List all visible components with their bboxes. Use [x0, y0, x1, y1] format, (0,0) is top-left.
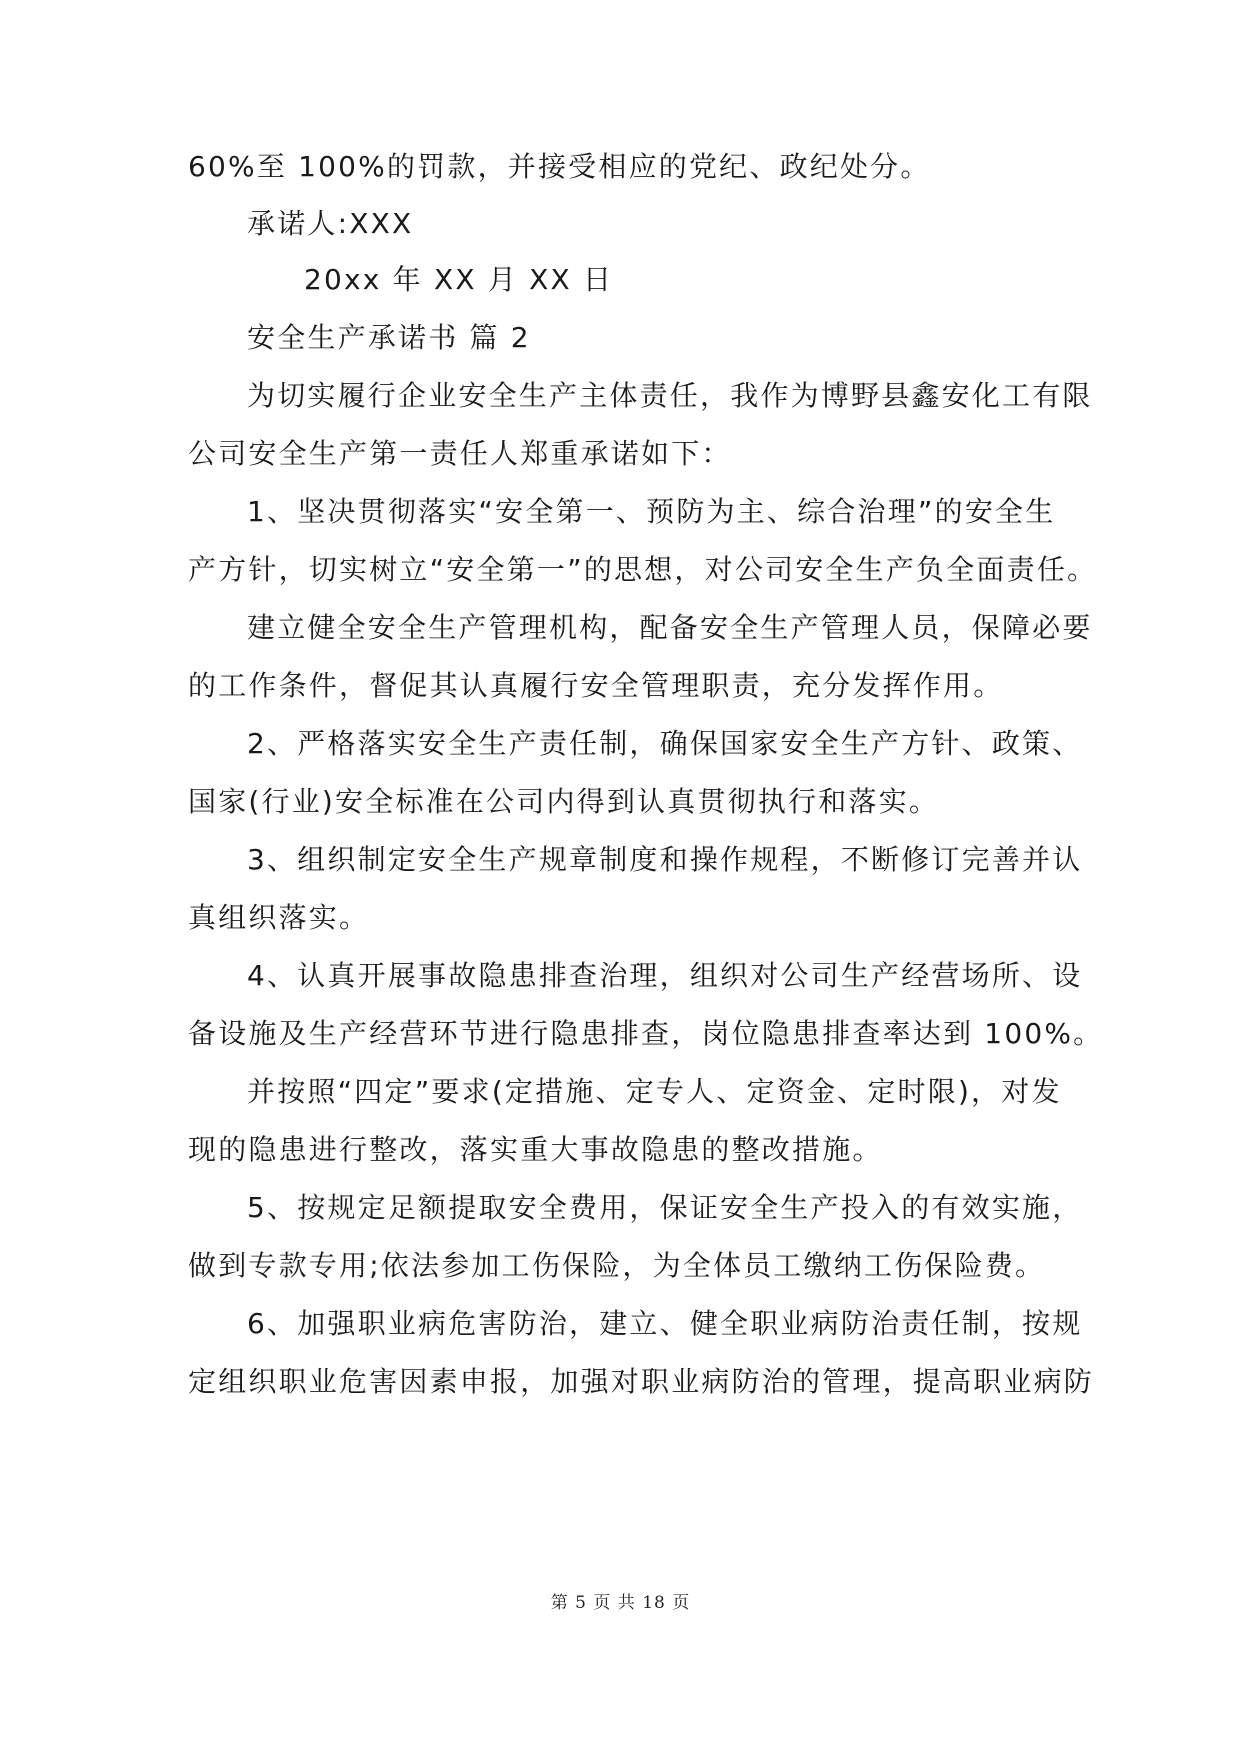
- page-number-footer: 第 5 页 共 18 页: [550, 1593, 691, 1613]
- text-line-6: 公司安全生产第一责任人郑重承诺如下：: [188, 437, 732, 470]
- text-line-22: 定组织职业危害因素申报，加强对职业病防治的管理，提高职业病防: [188, 1365, 1095, 1398]
- text-line-9: 建立健全安全生产管理机构，配备安全生产管理人员，保障必要: [247, 611, 1093, 644]
- signatory-line: 承诺人:XXX: [247, 207, 414, 240]
- text-line-11: 2、严格落实安全生产责任制，确保国家安全生产方针、政策、: [247, 727, 1083, 760]
- text-line-10: 的工作条件，督促其认真履行安全管理职责，充分发挥作用。: [188, 669, 1004, 702]
- text-line-18: 现的隐患进行整改，落实重大事故隐患的整改措施。: [188, 1133, 883, 1166]
- text-line-21: 6、加强职业病危害防治，建立、健全职业病防治责任制，按规: [247, 1307, 1083, 1340]
- text-line-17: 并按照“四定”要求(定措施、定专人、定资金、定时限)，对发: [247, 1075, 1062, 1108]
- date-line: 20xx 年 XX 月 XX 日: [304, 263, 614, 296]
- text-line-7: 1、坚决贯彻落实“安全第一、预防为主、综合治理”的安全生: [247, 495, 1056, 528]
- text-line-14: 真组织落实。: [188, 901, 370, 934]
- text-line-15: 4、认真开展事故隐患排查治理，组织对公司生产经营场所、设: [247, 959, 1083, 992]
- section-heading: 安全生产承诺书 篇 2: [247, 321, 531, 354]
- text-line-19: 5、按规定足额提取安全费用，保证安全生产投入的有效实施，: [247, 1191, 1083, 1224]
- text-line-16: 备设施及生产经营环节进行隐患排查，岗位隐患排查率达到 100%。: [188, 1017, 1104, 1050]
- text-line-1: 60%至 100%的罚款，并接受相应的党纪、政纪处分。: [188, 150, 931, 183]
- text-line-8: 产方针，切实树立“安全第一”的思想，对公司安全生产负全面责任。: [188, 553, 1098, 586]
- text-line-12: 国家(行业)安全标准在公司内得到认真贯彻执行和落实。: [188, 785, 940, 818]
- text-line-20: 做到专款专用;依法参加工伤保险，为全体员工缴纳工伤保险费。: [188, 1249, 1046, 1282]
- text-line-13: 3、组织制定安全生产规章制度和操作规程，不断修订完善并认: [247, 843, 1083, 876]
- text-line-5: 为切实履行企业安全生产主体责任，我作为博野县鑫安化工有限: [247, 379, 1093, 412]
